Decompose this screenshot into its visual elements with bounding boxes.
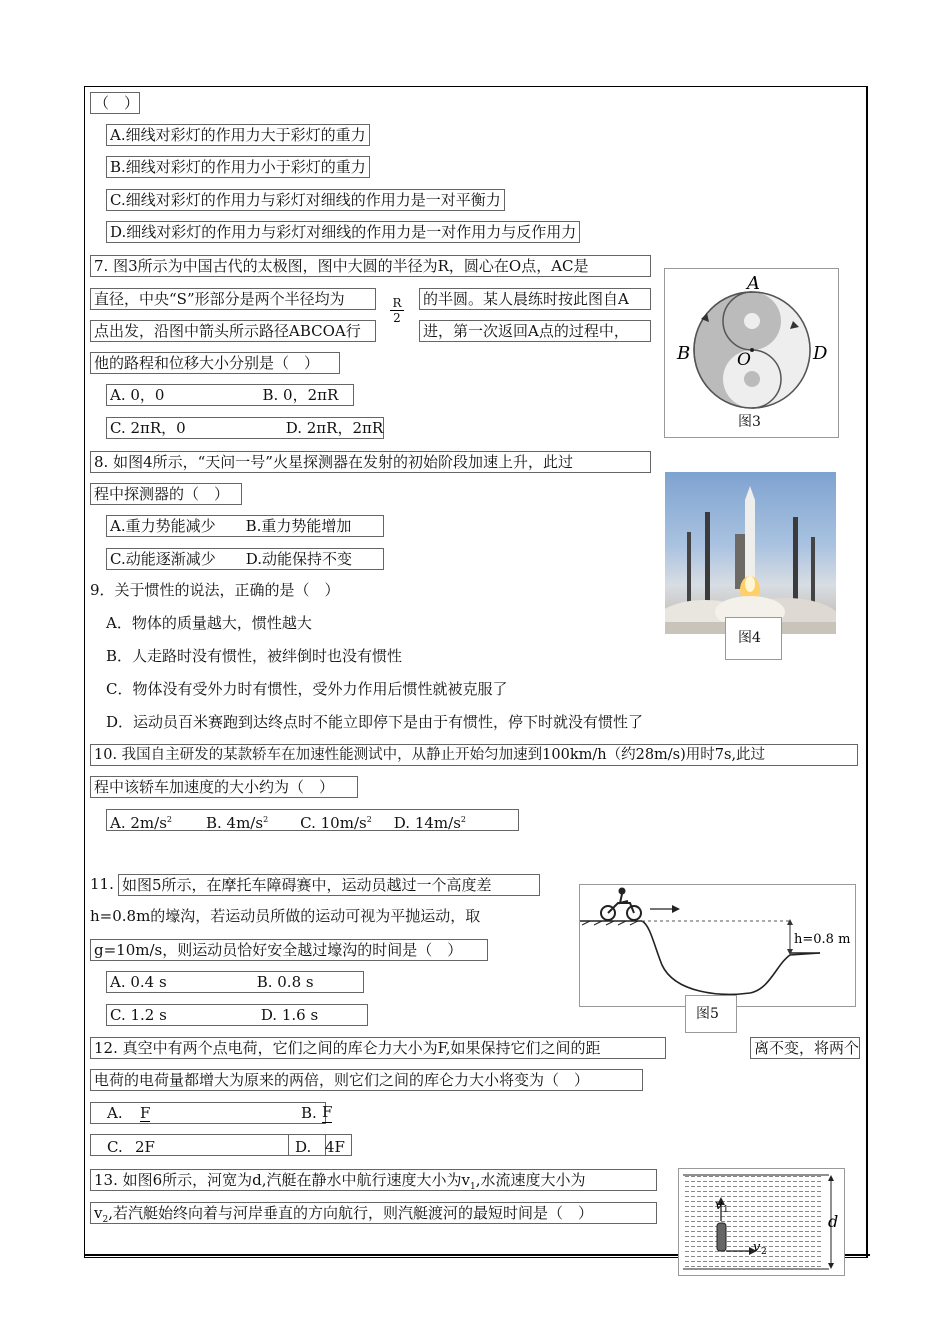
q7-fraction [390,296,404,325]
q8-line2: 程中探测器的（ ） [90,483,242,505]
q7-line3a: 点出发，沿图中箭头所示路径ABCOA行 [90,320,376,342]
q11-option-b: B. 0.8 s [256,973,314,991]
q6-option-c: C.细线对彩灯的作用力与彩灯对细线的作用力是一对平衡力 [106,189,505,211]
q11-line3: g=10m/s，则运动员恰好安全越过壕沟的时间是（ ） [90,939,488,961]
q7-option-a: A. 0，0 [110,386,165,404]
q8-line1: 8. 如图4所示，“天问一号”火星探测器在发射的初始阶段加速上升，此过 [90,451,651,473]
q7-line1: 7. 图3所示为中国古代的太极图，图中大圆的半径为R，圆心在O点，AC是 [90,255,651,277]
figure-5-caption: 图5 [696,1006,719,1022]
q12-line1: 12. 真空中有两个点电荷，它们之间的库仑力大小为F,如果保持它们之间的距 [90,1037,666,1059]
q12-option-a-box [90,1102,326,1124]
q12-option-d: D. [295,1138,312,1156]
q11-option-d: D. 1.6 s [260,1006,319,1024]
q12-option-a: A. [107,1104,123,1122]
v1-label: v [715,1198,723,1213]
q10-options: A. $2m/s^2$ B. $4m/s^2$ C. $10m/s^2$ D. $14m/s^2$ [106,809,519,831]
q6-stem-tail: （ ） [90,92,140,114]
q7-option-c: C. 2πR，0 [110,419,186,437]
figure-5-ditch [579,884,856,1007]
figure-3-taiji [664,268,839,438]
q13-line1: 13. 如图6所示，河宽为d,汽艇在静水中航行速度大小为$v_1$,水流速度大小为 [90,1169,657,1191]
q9-option-c: C．物体没有受外力时有惯性，受外力作用后惯性就被克服了 [106,680,508,698]
figure-6-river [678,1168,845,1276]
figure-4-caption-box [725,617,782,660]
q12-option-d-value: 4F [325,1138,345,1156]
q7-option-b: B. 0，2πR [262,386,339,404]
q10-option-a: A. 2m/s [110,814,167,832]
q7-line2b: 的半圆。某人晨练时按此图自A [419,288,651,310]
q11-number: 11. [90,875,114,893]
q13-line2: $v_2$,若汽艇始终向着与河岸垂直的方向航行，则汽艇渡河的最短时间是（ ） [90,1202,657,1224]
q7-option-d: D. 2πR，2πR [285,419,384,437]
q10-option-c: C. 10m/s [300,814,367,832]
q7-line3b: 进，第一次返回A点的过程中， [419,320,651,342]
taiji-label-o: O [737,350,751,370]
taiji-label-b: B [677,343,691,364]
q9-option-b: B．人走路时没有惯性，被绊倒时也没有惯性 [106,647,403,665]
q11-options-cd [106,1004,368,1026]
q11-option-a: A. 0.4 s [110,973,167,991]
river-width-label: d [828,1212,839,1231]
q10-line1: 10. 我国自主研发的某款轿车在加速性能测试中，从静止开始匀加速到100km/h（约28m/s)用时7s,此过 [90,744,858,766]
figure-3-caption: 图3 [738,414,761,430]
q10-line2: 程中该轿车加速度的大小约为（ ） [90,776,358,798]
motorcycle-icon [601,888,641,921]
q12-option-c-value: 2F [135,1138,155,1156]
q6-option-d: D.细线对彩灯的作用力与彩灯对细线的作用力是一对作用力与反作用力 [106,221,580,243]
q7-line2a: 直径，中央“S”形部分是两个半径均为 [90,288,376,310]
taiji-label-d: D [813,343,828,364]
q7-line4: 他的路程和位移大小分别是（ ） [90,352,340,374]
q9-option-a: A．物体的质量越大，惯性越大 [106,614,312,632]
v2-label: v [753,1240,761,1255]
q9-stem: 9．关于惯性的说法，正确的是（ ） [90,581,340,599]
q12-option-b: B. [301,1104,317,1122]
q8-options-ab: A.重力势能减少 B.重力势能增加 [106,515,384,537]
q6-option-a: A.细线对彩灯的作用力大于彩灯的重力 [106,124,370,146]
q12-option-a-num: F [140,1104,151,1122]
ditch-diagram [580,885,855,1006]
q7-frac-num: R [390,296,404,311]
q7-options-cd [106,417,384,439]
river-diagram [679,1169,844,1275]
q11-options-ab [106,971,364,993]
rocket-launch-image [665,472,836,634]
q12-option-c: C. [107,1138,123,1156]
q6-option-b: B.细线对彩灯的作用力小于彩灯的重力 [106,156,370,178]
figure-4-rocket-photo [665,472,836,634]
q12-line2: 电荷的电荷量都增大为原来的两倍，则它们之间的库仑力大小将变为（ ） [90,1069,643,1091]
q10-option-b: B. 4m/s [205,814,264,832]
q7-frac-den: 2 [393,311,401,325]
q7-options-ab [106,384,354,406]
q12-option-d-box [288,1134,352,1156]
figure-5-height-label: h=0.8 m [794,932,851,947]
q11-line1: 如图5所示，在摩托车障碍赛中，运动员越过一个高度差 [118,874,540,896]
q9-option-d: D．运动员百米赛跑到达终点时不能立即停下是由于有惯性，停下时就没有惯性了 [106,713,644,731]
q10-option-d: D. 14m/s [393,814,461,832]
q12-option-b-num: F [322,1103,333,1121]
q8-options-cd: C.动能逐渐减少 D.动能保持不变 [106,548,384,570]
figure-4-caption: 图4 [738,630,761,646]
q11-line2: h=0.8m的壕沟，若运动员所做的运动可视为平抛运动，取 [90,907,481,925]
boat-icon [717,1223,726,1251]
v1-sub-label: 1 [723,1205,729,1215]
v2-sub-label: 2 [761,1247,767,1257]
q12-line1-tail: 离不变，将两个 [750,1037,860,1059]
q11-option-c: C. 1.2 s [110,1006,167,1024]
figure-5-caption-box [685,995,737,1033]
taiji-label-a: A [747,273,760,294]
